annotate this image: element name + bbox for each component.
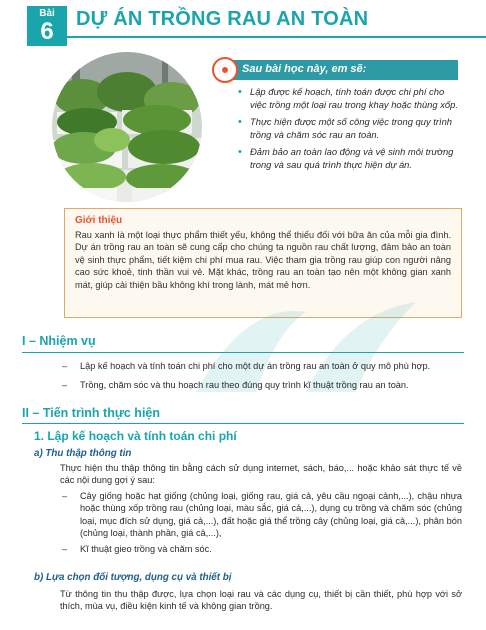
list-item: – Lập kế hoạch và tính toán chi phí cho một dự án trồng rau an toàn ở quy mô phù hợp. — [62, 361, 431, 371]
title-underline — [67, 36, 486, 38]
task-list — [62, 360, 462, 392]
goals-title: Sau bài học này, em sẽ: — [242, 63, 367, 75]
page-title: DỰ ÁN TRỒNG RAU AN TOÀN — [76, 8, 369, 30]
step-a-title: a) Thu thập thông tin — [34, 448, 132, 459]
lesson-badge — [27, 6, 67, 46]
vegetable-garden-photo — [52, 52, 202, 202]
section-1-title: I – Nhiệm vụ — [22, 334, 96, 348]
goals-list — [240, 86, 462, 176]
lesson-number: 6 — [40, 18, 54, 45]
step-b-text: Từ thông tin thu thập được, lựa chọn loại rau và các dụng cụ, thiết bị cần thiết, phù hợp với sở thích, mùa vụ, điều kiện kinh tế và không gian trồng. — [60, 589, 462, 612]
step-a-text: Thực hiện thu thập thông tin bằng cách sử dụng internet, sách, báo,... hoặc khảo sát thực tế về các nội dung gợi ý sau: — [60, 463, 462, 486]
lesson-word: Bài — [39, 8, 55, 19]
lesson-header — [0, 0, 486, 46]
goal-item: • Lập được kế hoạch, tính toán được chi phí cho việc trồng một loại rau trong khay hoặc thùng xốp. — [238, 86, 458, 110]
info-list — [62, 490, 462, 555]
subsection-title: 1. Lập kế hoạch và tính toán chi phí — [34, 429, 237, 443]
goals-header — [218, 60, 458, 80]
bullet-icon: • — [238, 116, 242, 128]
bullet-icon: • — [238, 86, 242, 98]
section-1-rule — [22, 352, 464, 353]
section-2-rule — [22, 423, 464, 424]
intro-title: Giới thiệu — [75, 215, 123, 226]
intro-text: Rau xanh là một loại thực phẩm thiết yếu, không thể thiếu đối với bữa ăn của mỗi gia đình. Dự án trồng rau an toàn sẽ cung cấp cho chúng ta nguồn rau chất lượng, đảm bảo an toàn vệ sinh thực phẩm, tiết kiệm chi phí mua rau. Việc tham gia trồng rau giúp con người nâng cao sức khoẻ, tinh thần vui vẻ. Mặt khác, trồng rau an toàn tạo nên một không gian xanh mát, giúp cải thiện bầu không khí trong lành, mát mẻ hơn. — [75, 230, 451, 290]
list-item: – Kĩ thuật gieo trồng và chăm sóc. — [62, 543, 212, 554]
target-icon — [212, 57, 238, 83]
list-item: – Cây giống hoặc hạt giống (chủng loại, giống rau, giá cả, yêu cầu ngoại cảnh,...), chậu nhựa hoặc thùng xốp trồng rau (chủng loại, màu sắc, giá cả,...), dụng cụ trồng và chăm sóc (chủng loại, mục đích sử dụng, giá cả,...), đất hoặc giá thể trồng cây (chủng loại, giá cả,...), phân bón (chủng loại, thành phần, giá cả,...), — [62, 491, 462, 539]
list-item: – Trồng, chăm sóc và thu hoạch rau theo đúng quy trình kĩ thuật trồng rau an toàn. — [62, 380, 409, 391]
bullet-icon: • — [238, 146, 242, 158]
intro-box — [64, 208, 462, 318]
goal-item: • Đảm bảo an toàn lao động và vệ sinh môi trường trong và sau quá trình thực hiện dự án. — [238, 146, 454, 170]
step-b-title: b) Lựa chọn đối tượng, dụng cụ và thiết bị — [34, 572, 232, 583]
goal-item: • Thực hiện được một số công việc trong quy trình trồng và chăm sóc rau an toàn. — [238, 116, 453, 140]
section-2-title: II – Tiến trình thực hiện — [22, 406, 161, 420]
